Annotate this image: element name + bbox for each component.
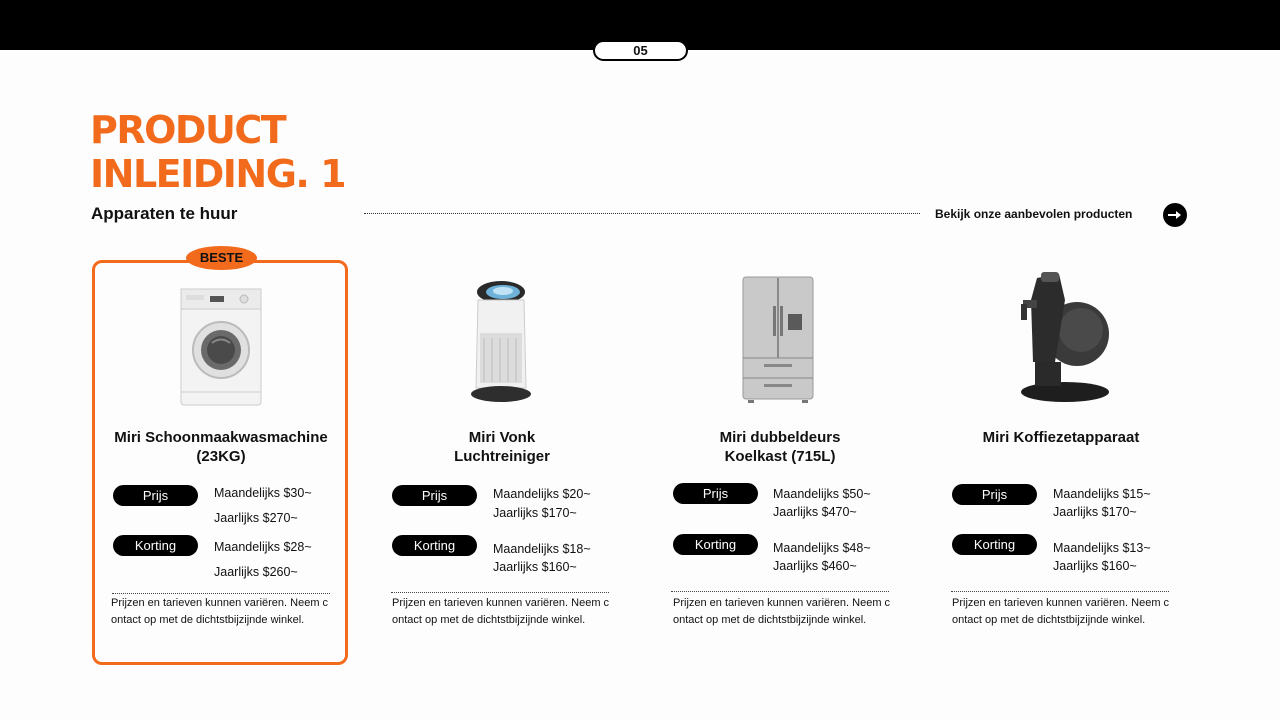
price-note: Prijzen en tarieven kunnen variëren. Neem contact op met de dichtstbijzijnde winkel. [673,597,891,626]
discount-monthly: Maandelijks $28~ [214,540,312,554]
price-note: Prijzen en tarieven kunnen variëren. Neem contact op met de dichtstbijzijnde winkel. [952,597,1170,626]
price-note: Prijzen en tarieven kunnen variëren. Neem contact op met de dichtstbijzijnde winkel. [392,597,610,626]
product-name: Miri Vonk Luchtreiniger [454,429,550,465]
discount-label: Korting [673,534,758,555]
price-label: Prijs [673,483,758,504]
refrigerator-image [742,276,814,404]
coffee-machine-image [1015,270,1113,406]
dotted-separator [112,593,330,594]
washing-machine-image [180,288,262,406]
discount-yearly: Jaarlijks $460~ [773,559,857,573]
discount-label: Korting [952,534,1037,555]
discount-label: Korting [392,535,477,556]
discount-yearly: Jaarlijks $160~ [493,560,577,574]
dotted-separator [671,591,889,592]
discount-monthly: Maandelijks $18~ [493,542,591,556]
product-name: Miri Koffiezetapparaat [982,429,1140,446]
price-yearly: Jaarlijks $170~ [1053,505,1137,519]
section-subtitle: Apparaten te huur [91,204,238,223]
price-label: Prijs [392,485,477,506]
price-monthly: Maandelijks $15~ [1053,487,1151,501]
dotted-separator [951,591,1169,592]
discount-monthly: Maandelijks $13~ [1053,541,1151,555]
recommended-products-link[interactable]: Bekijk onze aanbevolen producten [935,207,1133,221]
arrow-right-icon[interactable] [1163,203,1187,227]
price-monthly: Maandelijks $50~ [773,487,871,501]
discount-label: Korting [113,535,198,556]
air-purifier-image [468,278,534,406]
product-name: Miri dubbeldeurs Koelkast (715L) [719,429,841,465]
page-number: 05 [593,40,688,61]
product-name: Miri Schoonmaakwasmachine (23KG) [114,429,328,465]
discount-yearly: Jaarlijks $260~ [214,565,298,579]
title-line-1: PRODUCT [90,108,286,152]
price-monthly: Maandelijks $20~ [493,487,591,501]
title-line-2: INLEIDING. 1 [90,152,346,196]
best-badge: BESTE [186,246,257,270]
discount-monthly: Maandelijks $48~ [773,541,871,555]
price-yearly: Jaarlijks $270~ [214,511,298,525]
price-label: Prijs [952,484,1037,505]
dotted-separator [391,592,609,593]
price-monthly: Maandelijks $30~ [214,486,312,500]
price-yearly: Jaarlijks $470~ [773,505,857,519]
dotted-divider [364,213,920,214]
page-title [90,108,345,196]
price-label: Prijs [113,485,198,506]
discount-yearly: Jaarlijks $160~ [1053,559,1137,573]
price-note: Prijzen en tarieven kunnen variëren. Neem contact op met de dichtstbijzijnde winkel. [111,597,329,626]
price-yearly: Jaarlijks $170~ [493,506,577,520]
